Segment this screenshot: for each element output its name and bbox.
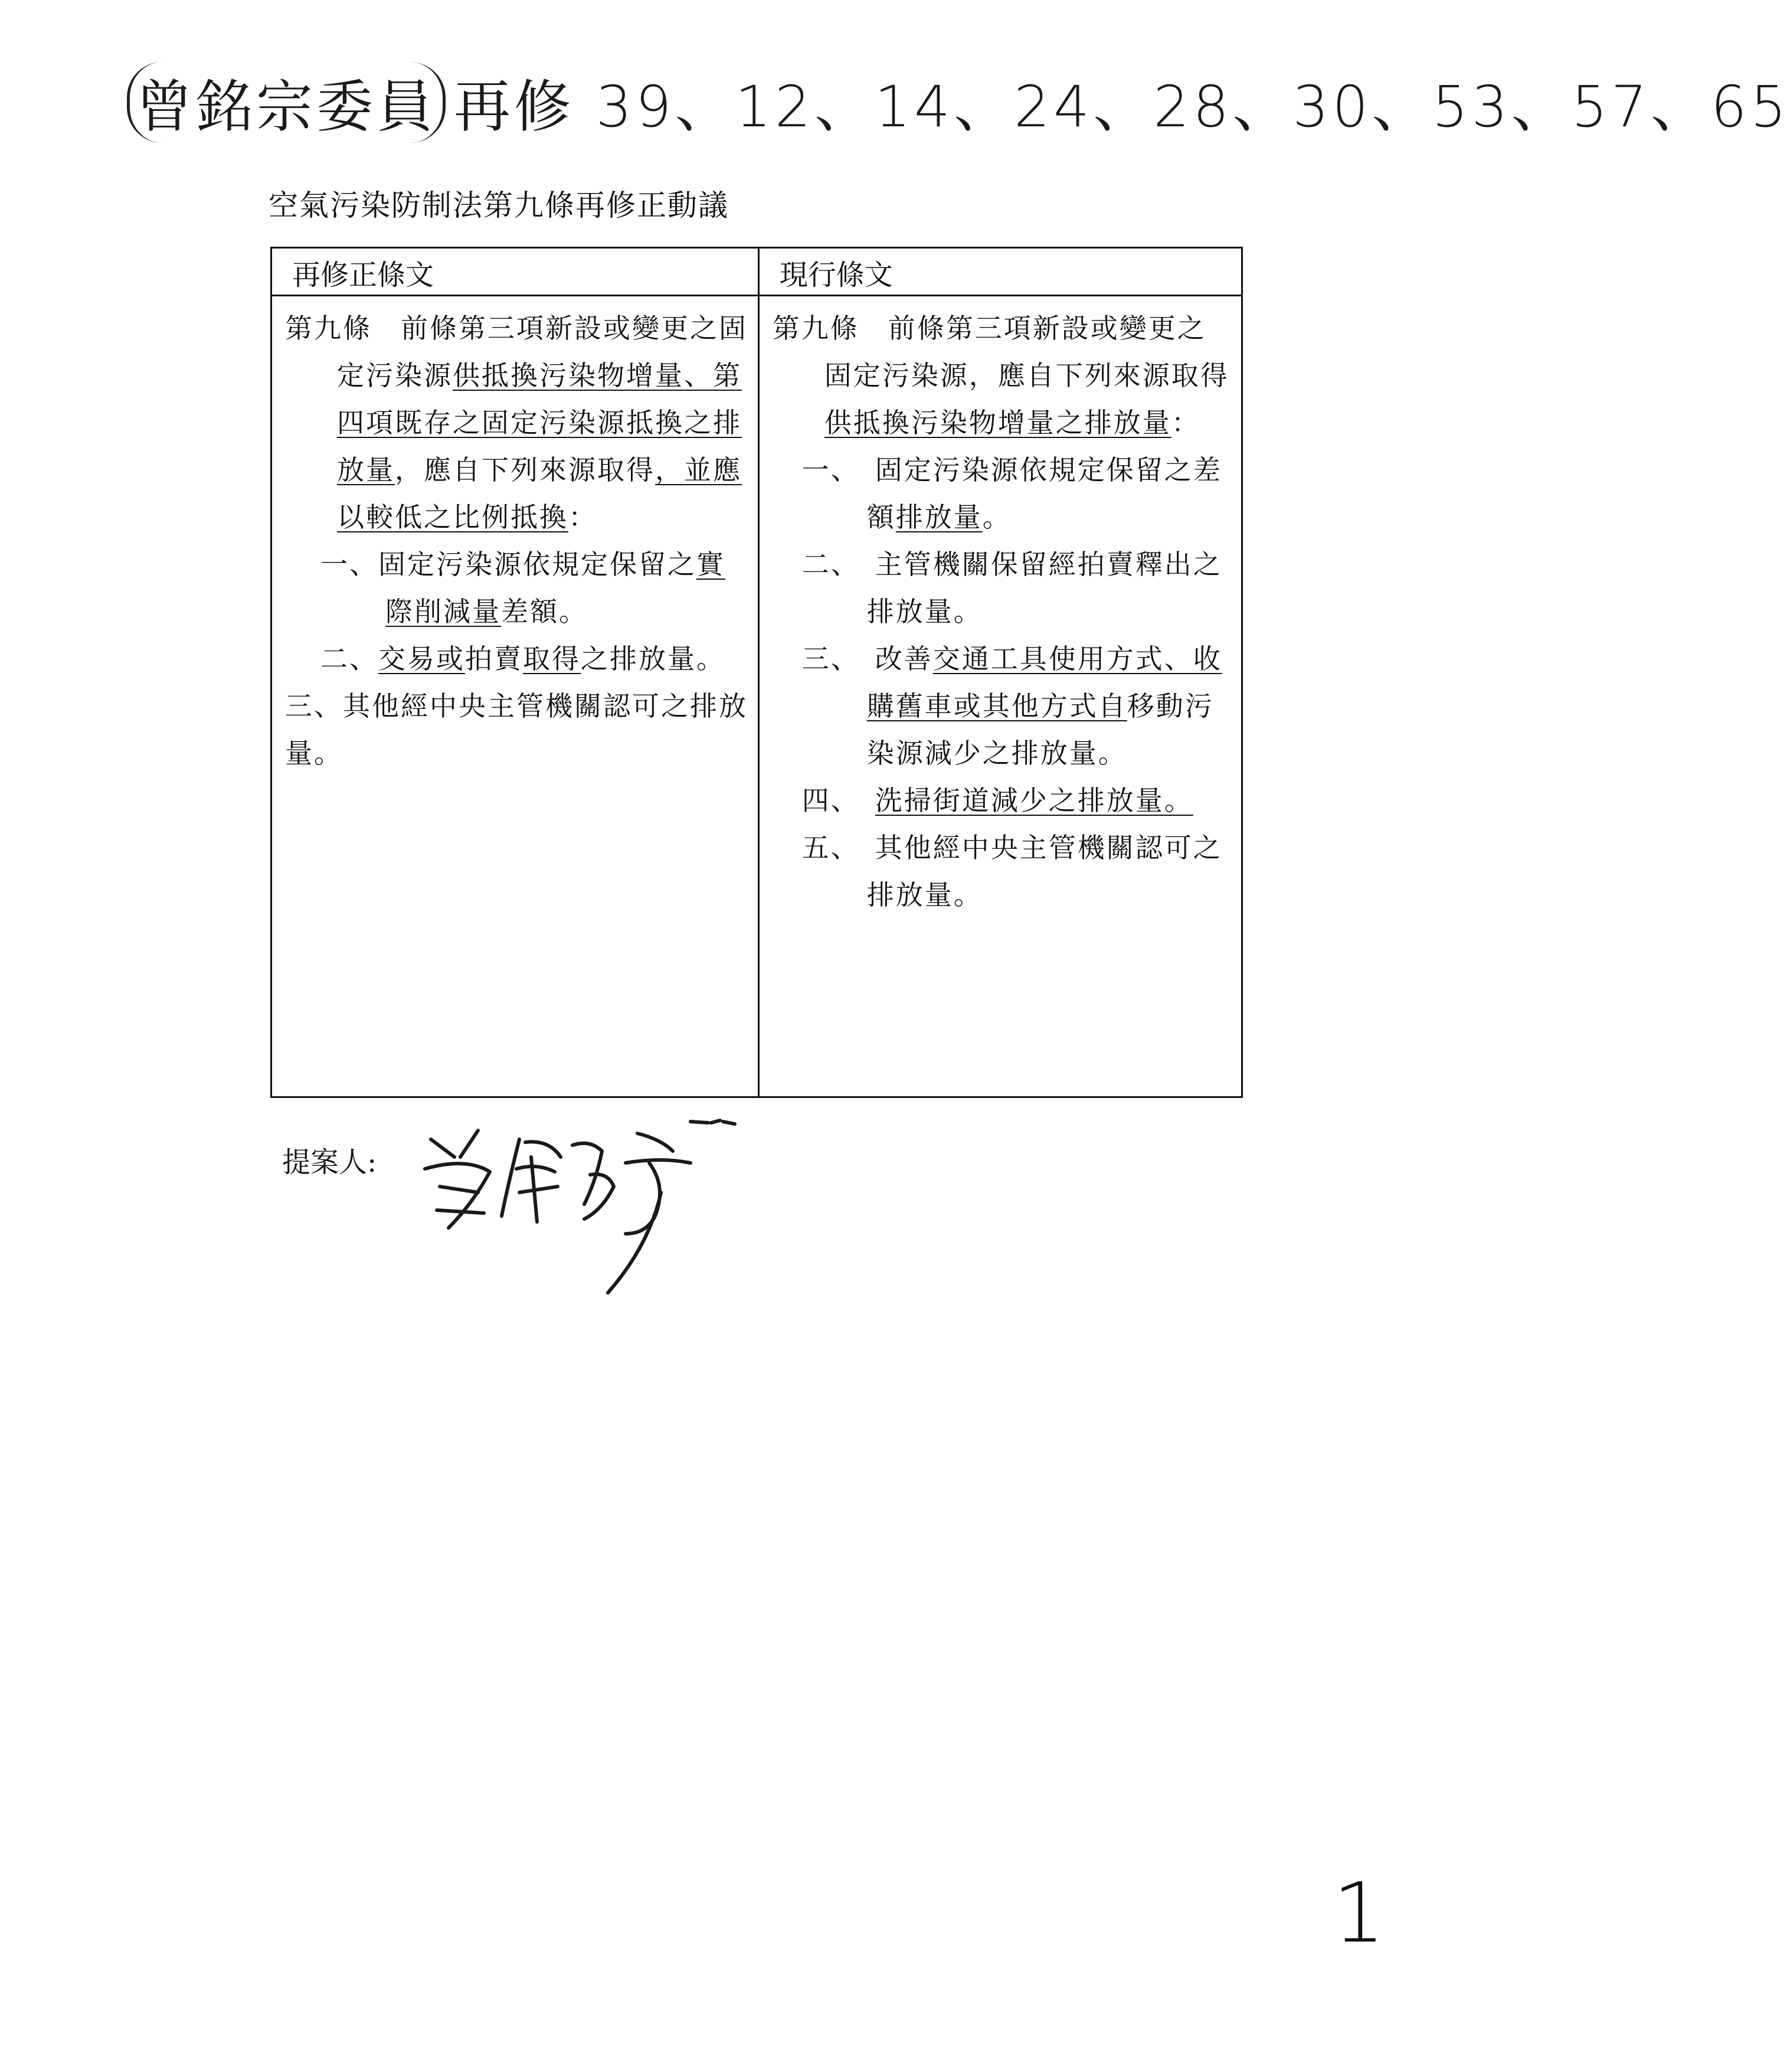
revised-article [285,305,748,541]
revision-article-list: 再修 39、12、14、24、28、30、53、57、65 [454,74,1790,140]
current-item-segment-underlined: 洗掃街道減少之排放量。 [875,785,1193,816]
current-items [773,446,1232,919]
revised-article-text [337,312,748,533]
revised-item-segment-underlined: 實際削減量 [385,548,725,628]
revised-article-segment: ，應自下列來源取得 [395,454,655,486]
revised-column [271,296,759,1097]
current-column [758,296,1242,1097]
revised-item-segment-underlined: 交易或 [378,643,465,675]
current-item [773,541,1232,635]
comparison-table [270,247,1243,1098]
revised-item [285,541,748,635]
page-number: 1 [1333,1865,1386,1962]
current-item-segment: 三、 改善 [801,643,933,675]
revised-article-segment: ： [568,501,597,533]
handwritten-annotation [127,62,1790,151]
current-item [773,777,1232,824]
revised-article-segment: 前條第三項新設或變更之固定污染源 [337,312,748,391]
proposer-label: 提案人: [282,1146,377,1179]
current-article-segment: ： [1171,407,1200,439]
document-title: 空氣污染防制法第九條再修正動議 [269,188,729,223]
revised-item-segment: 拍賣 [465,643,523,675]
current-item-segment-underlined: 排放量 [895,501,983,533]
header-revised: 再修正條文 [271,248,759,296]
revised-item [285,635,748,682]
revised-item-segment-underlined: 取得 [523,643,581,675]
revised-article-head: 第九條 [285,312,401,344]
table-body-row [271,296,1242,1097]
current-article-segment: 前條第三項新設或變更之固定污染源，應自下列來源取得 [824,312,1229,391]
current-item [773,446,1232,541]
current-item [773,824,1232,919]
current-item-segment: 五、 其他經中央主管機關認可之排放量。 [801,832,1222,911]
revised-item-last: 三、其他經中央主管機關認可之排放量。 [285,690,748,769]
table-header-row [271,248,1242,296]
current-article-segment-underlined: 供抵換污染物增量之排放量 [824,407,1171,439]
revised-article-segment-underlined: 供抵換污染物增量、第四項既存之固定污染源抵換之排放量 [337,360,742,486]
revised-item-segment: 一、固定污染源依規定保留之 [320,548,696,580]
committee-member-name: 曾銘宗委員 [127,62,446,143]
current-item-segment: 一、 固定污染源依規定保留之差額 [801,454,1222,533]
current-item-segment-underlined: 交通工具使用方式、收購舊車或其他方式自 [866,643,1222,722]
current-article-head: 第九條 [772,312,888,344]
proposer-signature [413,1116,744,1305]
revised-item-segment: 二、 [320,643,378,675]
current-item-segment: 。 [982,501,1012,533]
current-article [773,305,1232,446]
revised-item-segment: 之排放量。 [581,643,725,675]
header-current: 現行條文 [758,248,1242,296]
revised-items [285,541,748,682]
current-item-segment: 移動污染源減少之排放量。 [866,690,1214,769]
current-item [773,635,1232,777]
revised-item-segment: 差額。 [501,596,588,628]
current-item-segment: 二、 主管機關保留經拍賣釋出之排放量。 [801,548,1222,628]
current-item-segment: 四、 [801,785,875,816]
revised-article-segment-underlined: ，並應以較低之比例抵換 [337,454,742,533]
